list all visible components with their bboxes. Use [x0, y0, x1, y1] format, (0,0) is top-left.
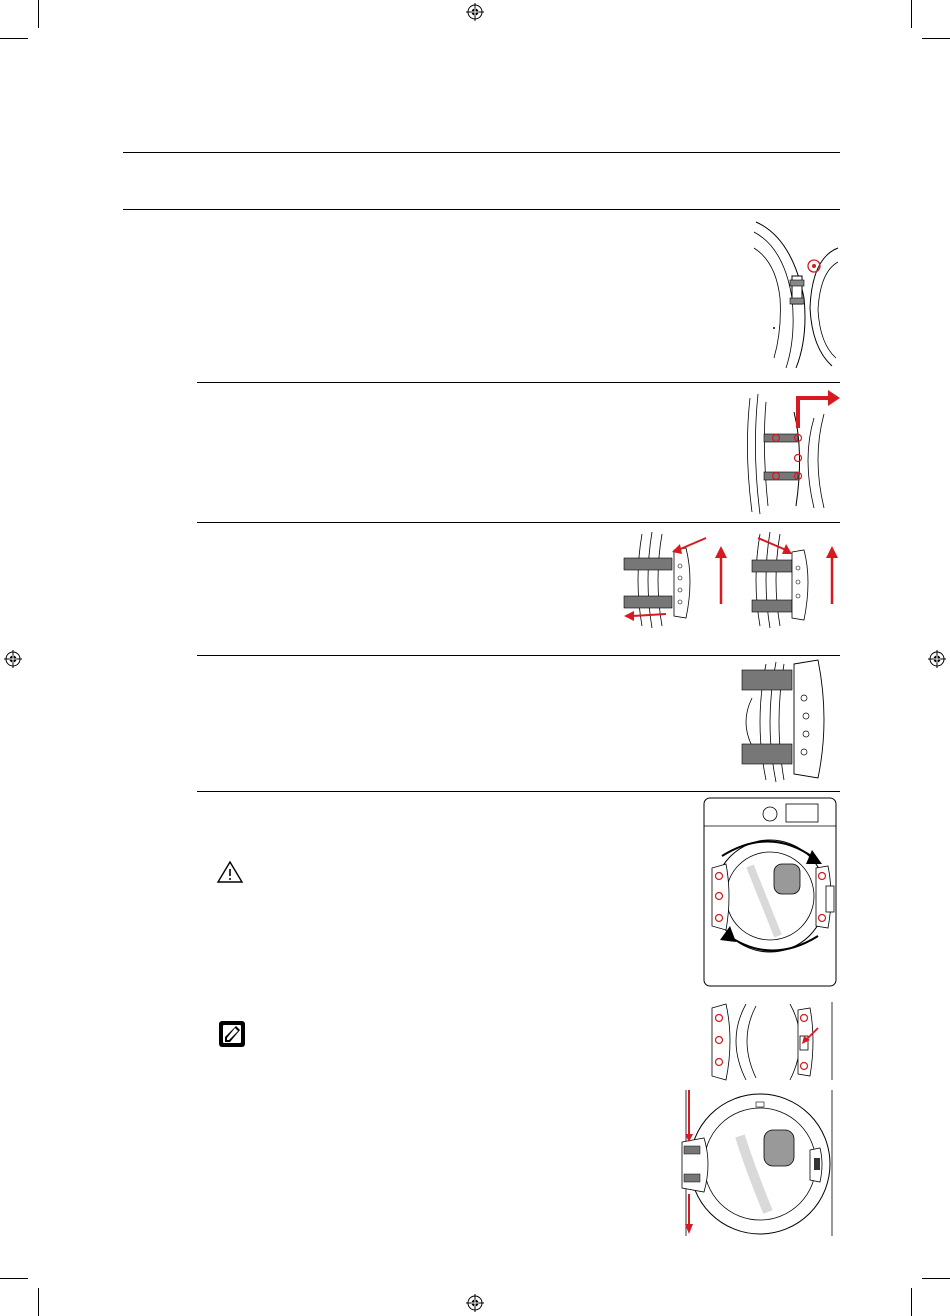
crop-mark — [38, 1288, 39, 1316]
crop-mark — [0, 1278, 28, 1279]
caution-triangle-icon — [217, 860, 243, 884]
hinge-slide-illustration-right — [748, 530, 842, 630]
registration-mark-icon — [928, 650, 946, 668]
door-detail-illustration — [706, 1000, 840, 1082]
dryer-rotation-illustration — [700, 796, 840, 988]
hinge-removal-illustration — [740, 388, 842, 516]
hinge-bracket-illustration — [736, 660, 832, 784]
header-rule-bottom — [123, 209, 840, 210]
registration-mark-icon — [466, 1294, 484, 1312]
registration-mark-icon — [4, 650, 22, 668]
section-divider — [197, 655, 840, 656]
crop-mark — [38, 0, 39, 28]
header-rule-top — [123, 152, 840, 153]
crop-mark — [911, 1288, 912, 1316]
crop-mark — [911, 0, 912, 28]
note-pencil-icon — [218, 1020, 246, 1048]
section-divider — [197, 791, 840, 792]
crop-mark — [922, 38, 950, 39]
crop-mark — [922, 1278, 950, 1279]
door-hinge-illustration — [752, 218, 838, 370]
section-divider — [197, 382, 840, 383]
registration-mark-icon — [466, 3, 484, 21]
crop-mark — [0, 38, 28, 39]
door-reattach-illustration — [676, 1088, 838, 1238]
section-divider — [197, 522, 840, 523]
hinge-slide-illustration-left — [620, 530, 732, 630]
